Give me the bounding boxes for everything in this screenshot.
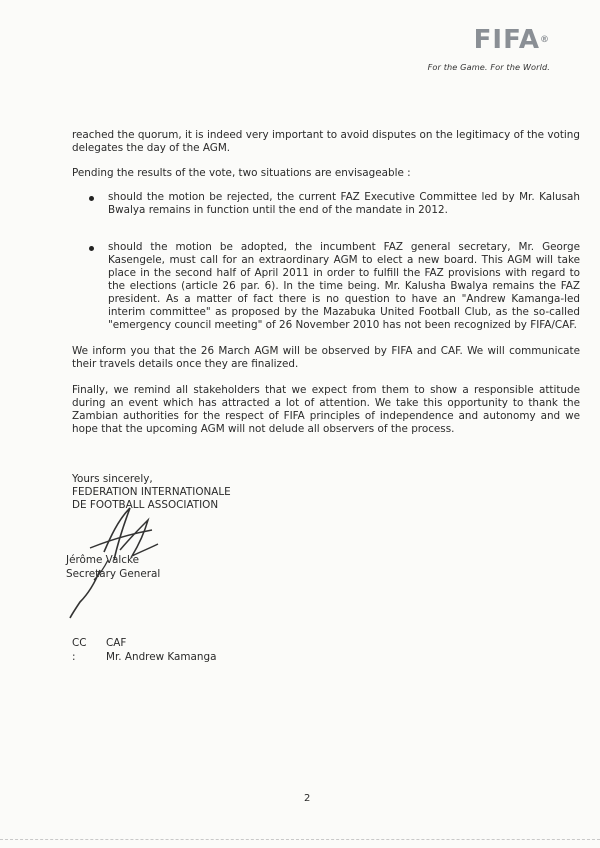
paragraph-reminder: Finally, we remind all stakeholders that we expect from them to show a responsible attitude during an event which has attracted a lot of attention. We take this opportunity to thank the Zambian authorities for the respect of FIFA principles of independence and autonomy and we hope that the upcoming AGM will not delude all observers of the process. <box>72 384 580 435</box>
bullet-text: should the motion be rejected, the current FAZ Executive Committee led by Mr. Kalusah Bwalya remains in function until the end of the mandate in 2012. <box>108 191 580 216</box>
logo-text: FIFA <box>473 25 540 55</box>
signer-title: Secretary General <box>66 567 161 580</box>
registered-mark: ® <box>540 35 550 45</box>
bullet-dot-icon <box>89 246 94 251</box>
page-number: 2 <box>304 793 311 804</box>
bullet-item-adopted <box>72 241 580 332</box>
scan-edge-divider <box>0 839 600 840</box>
org-name-line2: DE FOOTBALL ASSOCIATION <box>72 499 219 512</box>
cc-recipient: CAF <box>106 637 127 649</box>
org-name-line1: FEDERATION INTERNATIONALE <box>72 486 231 499</box>
signer-block <box>66 554 160 581</box>
logo-wordmark <box>428 26 550 54</box>
logo-tagline: For the Game. For the World. <box>427 62 550 72</box>
paragraph-pending: Pending the results of the vote, two situations are envisageable : <box>72 167 411 179</box>
cc-label: CC : <box>72 637 87 663</box>
signer-name: Jérôme Valcke <box>66 554 139 566</box>
bullet-item-rejected <box>72 191 580 217</box>
fifa-logo <box>428 26 550 72</box>
paragraph-observation: We inform you that the 26 March AGM will be observed by FIFA and CAF. We will communicate their travels details once they are finalized. <box>72 345 580 370</box>
letter-body <box>72 129 580 448</box>
cc-recipients <box>106 637 216 664</box>
paragraph-quorum: reached the quorum, it is indeed very important to avoid disputes on the legitimacy of the voting delegates the day of the AGM. <box>72 129 580 154</box>
bullet-dot-icon <box>89 196 94 201</box>
bullet-text: should the motion be adopted, the incumbent FAZ general secretary, Mr. George Kasengele, must call for an extraordinary AGM to elect a new board. This AGM will take place in the second half of April 2011 in order to fulfill the FAZ provisions with regard to the elections (article 26 par. 6). In the time being. Mr. Kalusha Bwalya remains the FAZ president. As a matter of fact there is no question to have an "Andrew Kamanga-led interim committee" as proposed by the Mazabuka United Football Club, as the so-called "emergency council meeting" of 26 November 2010 has not been recognized by FIFA/CAF. <box>108 241 580 331</box>
salutation: Yours sincerely, <box>72 473 153 485</box>
cc-recipient: Mr. Andrew Kamanga <box>106 650 217 663</box>
